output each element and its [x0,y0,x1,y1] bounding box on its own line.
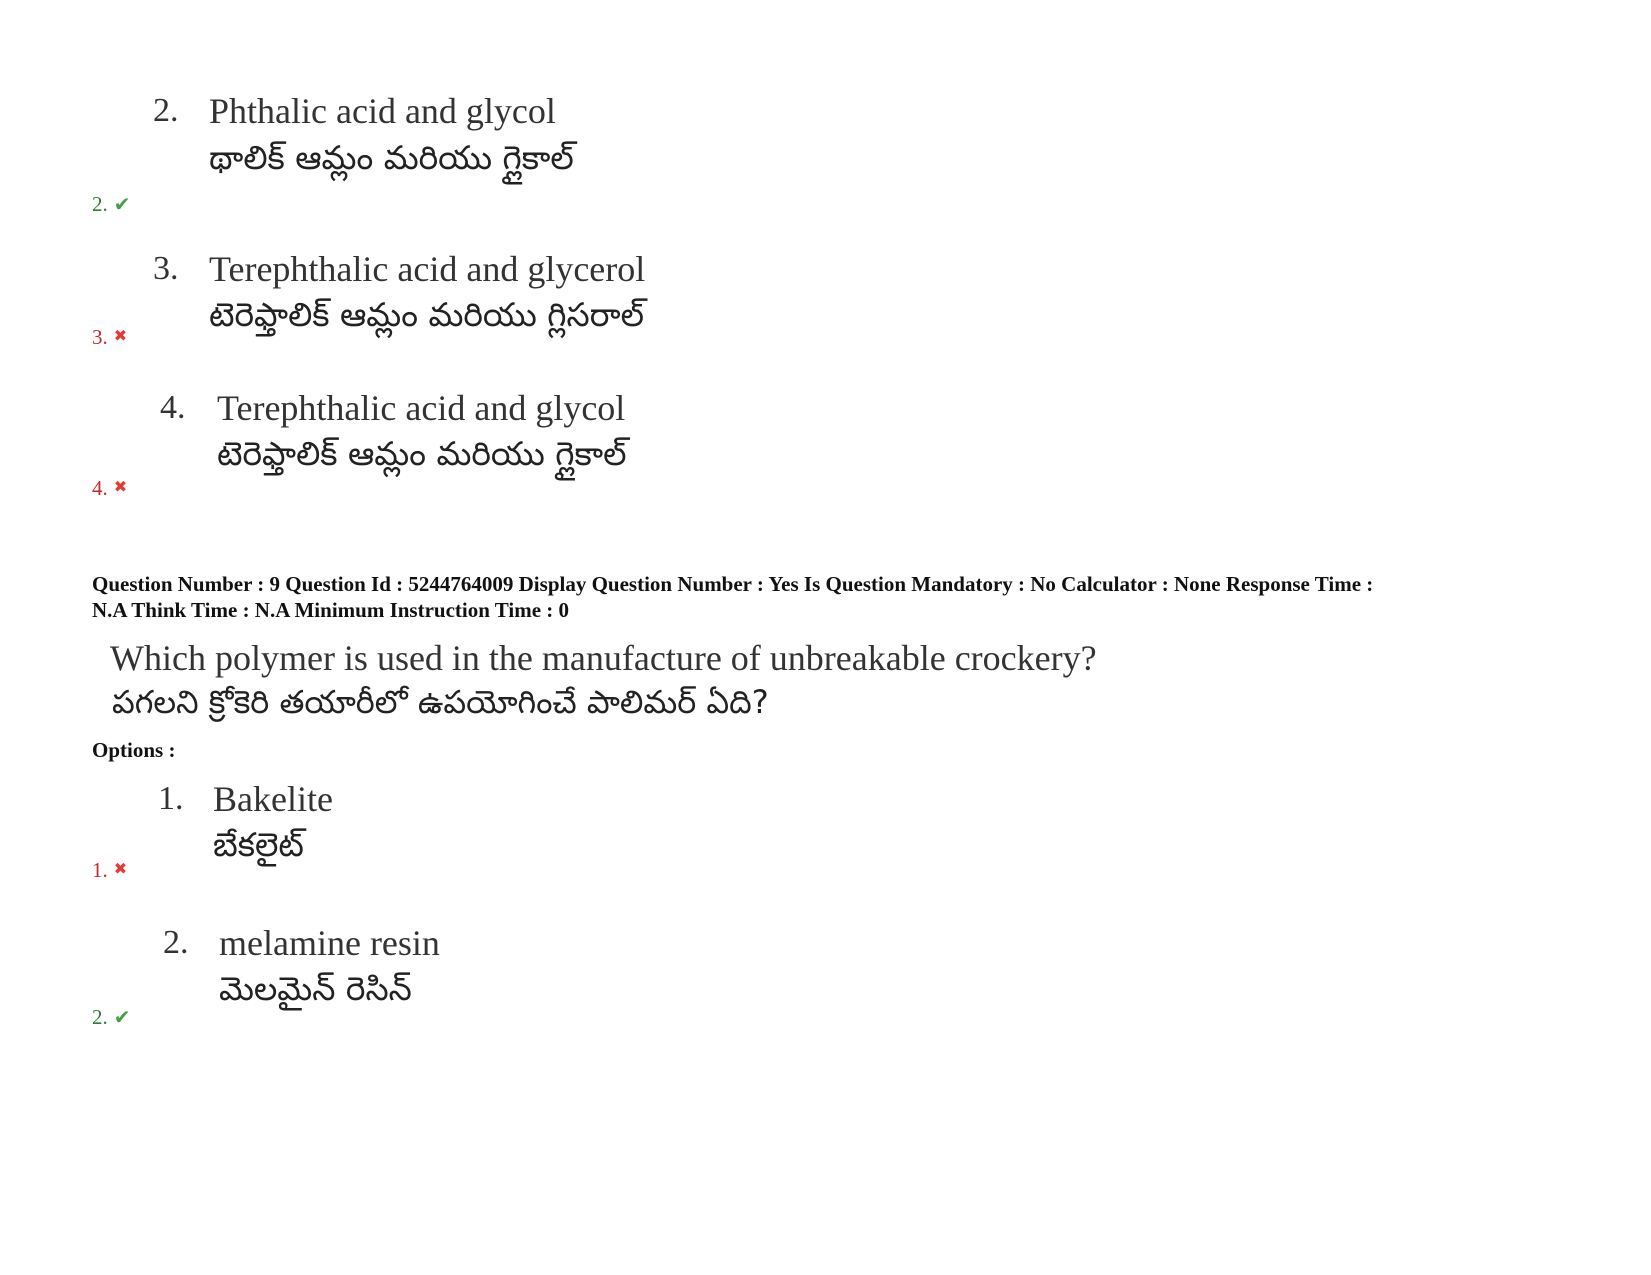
option-text-telugu: బేకలైట్ [213,825,304,864]
answer-marker-wrong [92,858,127,883]
option-text-telugu: టెరెఫ్తాలిక్ ఆమ్లం మరియు గ్లిసరాల్ [209,295,644,334]
option-text-telugu: థాలిక్ ఆమ్లం మరియు గ్లైకాల్ [209,138,574,177]
question-meta-line1: Question Number : 9 Question Id : 5244764009 Display Question Number : Yes Is Question Mandatory : No Calculator : None Response Time : [92,572,1374,596]
marker-label: 3. [92,325,108,349]
question-text-telugu: పగలని క్రోకెరి తయారీలో ఉపయోగించే పాలిమర్ ఏది? [112,683,769,721]
option-number: 2. [163,924,189,961]
cross-icon: ✖ [113,477,128,496]
option-text-english: Terephthalic acid and glycol [217,388,626,428]
cross-icon: ✖ [113,859,128,878]
option-number: 3. [153,250,179,287]
check-icon: ✔ [113,1005,131,1029]
option-number: 4. [160,389,186,426]
option-text-english: Terephthalic acid and glycerol [209,249,646,289]
answer-marker-wrong [92,325,127,350]
option-text-english: Phthalic acid and glycol [209,91,556,131]
answer-marker-correct [92,1005,131,1030]
marker-label: 4. [92,476,108,500]
answer-marker-wrong [92,476,127,501]
option-text-english: Bakelite [213,779,333,819]
option-number: 1. [158,780,184,817]
option-number: 2. [153,92,179,129]
option-text-english: melamine resin [219,923,440,963]
marker-label: 2. [92,192,108,216]
cross-icon: ✖ [113,326,128,345]
answer-marker-correct [92,192,131,217]
question-text-english: Which polymer is used in the manufacture of unbreakable crockery? [110,638,1097,678]
question-meta-line2: N.A Think Time : N.A Minimum Instruction Time : 0 [92,598,570,622]
check-icon: ✔ [113,192,131,216]
option-text-telugu: మెలమైన్ రెసిన్ [219,969,412,1008]
option-text-telugu: టెరెఫ్తాలిక్ ఆమ్లం మరియు గ్లైకాల్ [217,434,627,473]
marker-label: 2. [92,1005,108,1029]
options-label: Options : [92,738,176,762]
marker-label: 1. [92,858,108,882]
